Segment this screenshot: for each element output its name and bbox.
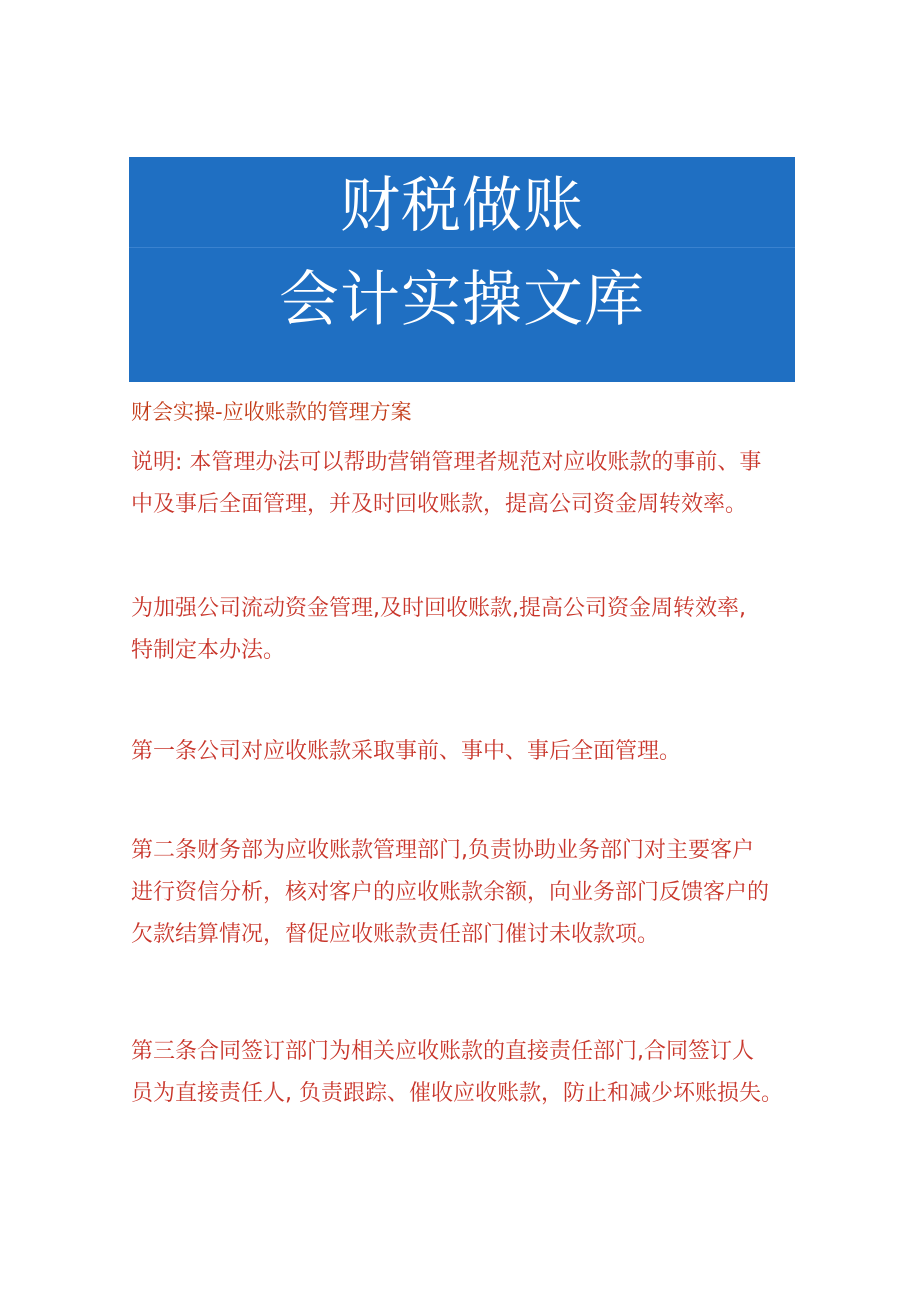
document-subtitle: 财会实操-应收账款的管理方案 [131,400,412,424]
paragraph-line: 第三条合同签订部门为相关应收账款的直接责任部门,合同签订人 [131,1039,754,1064]
title-banner [129,157,795,382]
paragraph-line: 员为直接责任人, 负责跟踪、催收应收账款，防止和减少坏账损失。 [131,1081,783,1106]
paragraph-line: 为加强公司流动资金管理,及时回收账款,提高公司资金周转效率, [131,596,746,621]
banner-title-line2: 会计实操文库 [279,265,645,335]
banner-divider [129,247,795,248]
paragraph-line: 说明: 本管理办法可以帮助营销管理者规范对应收账款的事前、事 [131,450,762,475]
paragraph-article-2 [131,830,811,956]
paragraph-line: 第一条公司对应收账款采取事前、事中、事后全面管理。 [131,739,682,764]
paragraph-line: 特制定本办法。 [131,638,286,663]
paragraph-line: 进行资信分析，核对客户的应收账款余额，向业务部门反馈客户的 [131,880,770,905]
paragraph-article-1 [131,731,811,773]
banner-title-line1: 财税做账 [340,171,584,241]
paragraph-intro [131,442,811,526]
paragraph-article-3 [131,1031,811,1115]
paragraph-line: 第二条财务部为应收账款管理部门,负责协助业务部门对主要客户 [131,838,754,863]
paragraph-line: 中及事后全面管理，并及时回收账款，提高公司资金周转效率。 [131,492,748,517]
paragraph-line: 欠款结算情况，督促应收账款责任部门催讨未收款项。 [131,922,660,947]
paragraph-purpose [131,588,811,672]
